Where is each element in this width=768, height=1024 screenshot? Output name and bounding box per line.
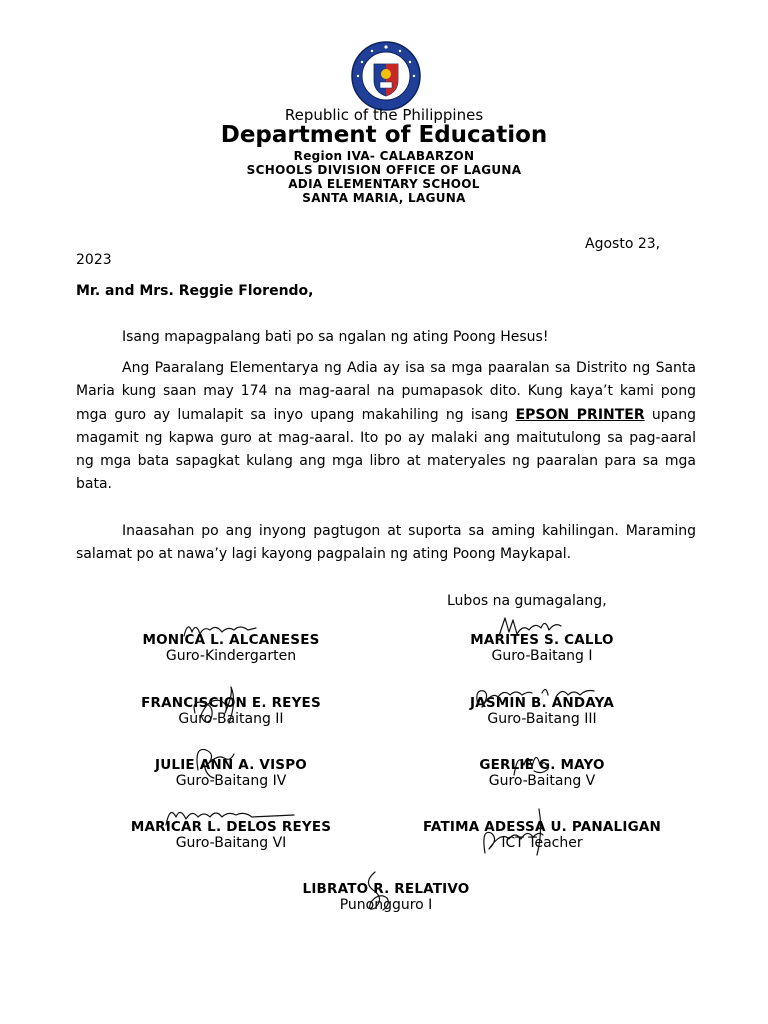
signatory-name: LIBRATO R. RELATIVO <box>302 881 470 897</box>
signatory-name: JASMIN B. ANDAYA <box>469 695 614 711</box>
header-location: SANTA MARIA, LAGUNA <box>302 191 466 205</box>
signature-scribble-andaya <box>472 681 602 711</box>
body-paragraph-2: Inaasahan po ang inyong pagtugon at suporta sa aming kahilingan. Maraming salamat po at nawa’y lagi kayong pagpalain ng ating Poong Maykapal. <box>76 523 696 563</box>
signatory-position: Guro-Baitang VI <box>175 835 287 851</box>
body-paragraph-1 <box>76 357 696 497</box>
closing-phrase: Lubos na gumagalang, <box>447 593 607 609</box>
signature-scribble-reyes <box>185 683 245 727</box>
signatory-name: JULIE ANN A. VISPO <box>155 757 307 773</box>
signatory-position: Guro-Baitang V <box>488 773 596 789</box>
signatory-position: Guro-Baitang IV <box>175 773 287 789</box>
signatory-position: Guro-Baitang III <box>487 711 597 727</box>
signature-scribble-vispo <box>190 740 238 782</box>
signatory-name: GERLIE G. MAYO <box>479 757 605 773</box>
greeting-paragraph: Isang mapagpalang bati po sa ngalan ng ating Poong Hesus! <box>122 329 549 345</box>
signatory-position: Punongguro I <box>339 897 433 913</box>
signatory-name: MONICA L. ALCANESES <box>142 632 320 648</box>
signatory-position: Guro-Baitang II <box>178 711 284 727</box>
signature-scribble-relativo <box>355 868 395 914</box>
body1-text-before: Ang Paaralang Elementarya ng Adia ay isa sa mga paaralan sa Distrito ng Santa Maria kung saan may 174 na mag-aaral na pumapasok dito. Kung kaya’t kami pong mga guro ay lumalapit sa inyo upang makahiling ng isang <box>76 360 696 423</box>
signatory-position: ICT Teacher <box>501 835 583 851</box>
date-line-2: 2023 <box>76 252 112 268</box>
signatory-position: Guro-Baitang I <box>491 648 593 664</box>
header-republic: Republic of the Philippines <box>284 106 484 124</box>
body1-text-after: upang magamit ng kapwa guro at mag-aaral. Ito po ay malaki ang maitutulong sa pag-aaral ng mga bata sapagkat kulang ang mga libro at materyales ng paaralan para sa mga bata. <box>76 406 696 493</box>
header-region: Region IVA- CALABARZON <box>293 149 475 163</box>
signatory-name: MARICAR L. DELOS REYES <box>130 819 332 835</box>
signature-scribble-panaligan <box>477 805 557 859</box>
signatory-name: MARITES S. CALLO <box>470 632 614 648</box>
signature-scribble-alcaneses <box>180 618 260 642</box>
deped-seal <box>350 40 422 112</box>
header-school: ADIA ELEMENTARY SCHOOL <box>288 177 480 191</box>
epson-printer-highlight: EPSON PRINTER <box>515 406 645 423</box>
date-line-1: Agosto 23, <box>585 236 661 252</box>
header-department: Department of Education <box>220 122 548 148</box>
signatory-position: Guro-Kindergarten <box>165 648 297 664</box>
signature-scribble-delos-reyes <box>160 803 300 829</box>
salutation: Mr. and Mrs. Reggie Florendo, <box>76 283 314 299</box>
signatory-name: FRANCISCION E. REYES <box>141 695 321 711</box>
signature-scribble-mayo <box>508 745 552 781</box>
signature-scribble-callo <box>495 614 565 640</box>
header-division: SCHOOLS DIVISION OFFICE OF LAGUNA <box>246 163 522 177</box>
deped-seal-icon <box>350 40 422 112</box>
signatory-name: FATIMA ADESSA U. PANALIGAN <box>422 819 662 835</box>
